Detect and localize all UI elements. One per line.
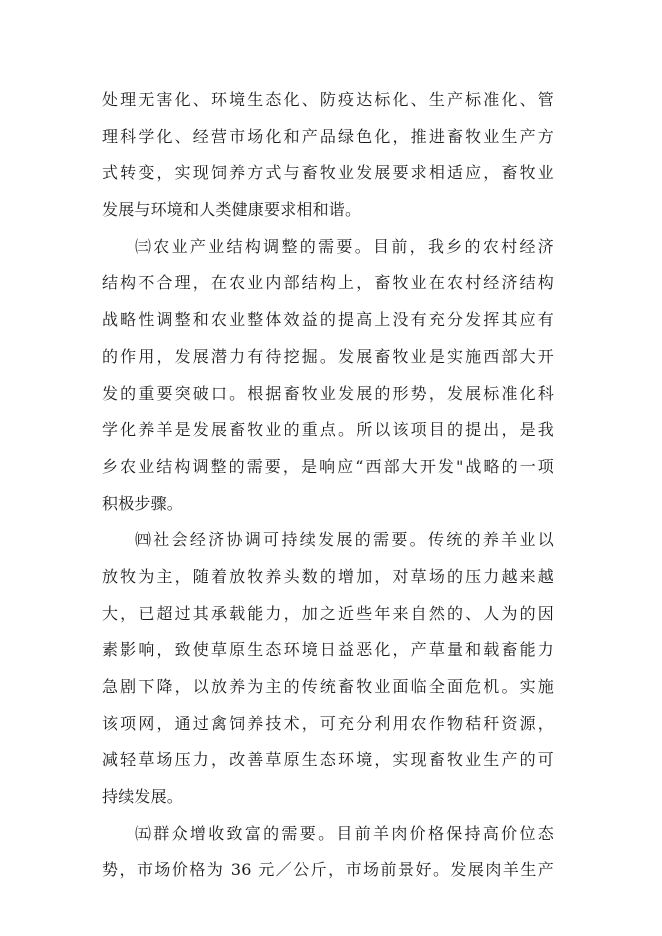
text-line: ㈢农业产业结构调整的需要。目前，我乡的农村经济 xyxy=(135,236,554,256)
paragraph xyxy=(102,522,554,816)
text-line: 减轻草场压力，改善草原生态环境，实现畜牧业生产的可 xyxy=(102,750,554,770)
text-line: 该项网，通过禽饲养技术，可充分利用农作物秸秆资源， xyxy=(102,713,554,733)
text-line: 学化养羊是发展畜牧业的重点。所以该项目的提出，是我 xyxy=(102,420,554,440)
text-line: ㈣社会经济协调可持续发展的需要。传统的养羊业以 xyxy=(135,530,554,550)
paragraph xyxy=(102,229,554,523)
text-line: 持续发展。 xyxy=(102,787,184,807)
text-line: 势，市场价格为 36 元／公斤，市场前景好。发展肉羊生产 xyxy=(102,860,554,880)
text-line: 放牧为主，随着放牧养头数的增加，对草场的压力越来越 xyxy=(102,566,554,586)
paragraph xyxy=(102,82,554,229)
text-line: 发展与环境和人类健康要求相和谐。 xyxy=(102,200,362,220)
paragraph xyxy=(102,816,554,889)
text-line: 战略性调整和农业整体效益的提高上没有充分发挥其应有 xyxy=(102,310,554,330)
text-line: ㈤群众增收致富的需要。目前羊肉价格保持高价位态 xyxy=(135,823,554,843)
text-line: 结构不合理，在农业内部结构上，畜牧业在农村经济结构 xyxy=(102,273,554,293)
text-line: 理科学化、经营市场化和产品绿色化，推进畜牧业生产方 xyxy=(102,126,554,146)
text-line: 积极步骤。 xyxy=(102,493,184,513)
text-line: 素影响，致使草原生态环境日益恶化，产草量和载畜能力 xyxy=(102,640,554,660)
text-line: 大，已超过其承载能力，加之近些年来自然的、人为的因 xyxy=(102,603,554,623)
text-line: 发的重要突破口。根据畜牧业发展的形势，发展标准化科 xyxy=(102,383,554,403)
text-line: 式转变，实现饲养方式与畜牧业发展要求相适应，畜牧业 xyxy=(102,163,554,183)
text-line: 的作用，发展潜力有待挖掘。发展畜牧业是实施西部大开 xyxy=(102,346,554,366)
text-line: 乡农业结构调整的需要，是响应“西部大开发"战略的一项 xyxy=(102,456,554,476)
text-line: 急剧下降，以放养为主的传统畜牧业面临全面危机。实施 xyxy=(102,677,554,696)
document-body xyxy=(102,82,554,889)
text-line: 处理无害化、环境生态化、防疫达标化、生产标准化、管 xyxy=(102,90,554,109)
